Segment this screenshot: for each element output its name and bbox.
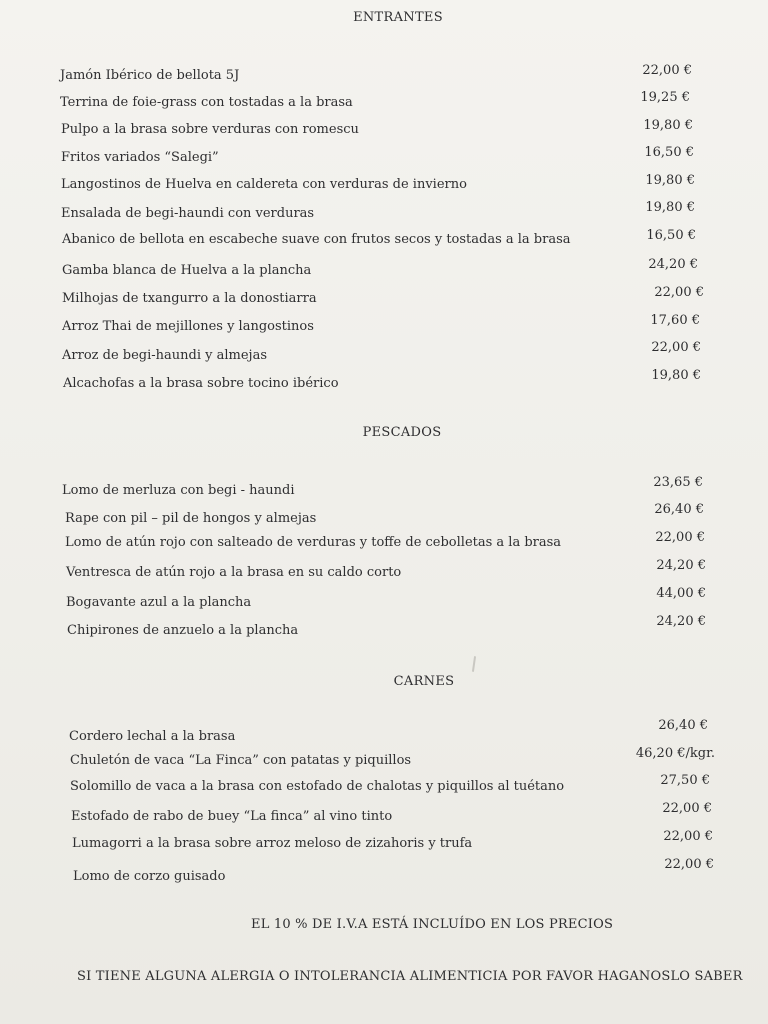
menu-item-price: 19,80 € <box>643 118 693 133</box>
menu-item-name: Jamón Ibérico de bellota 5J <box>60 68 240 83</box>
menu-item-name: Chipirones de anzuelo a la plancha <box>67 623 299 638</box>
menu-item-name: Ensalada de begi-haundi con verduras <box>61 206 315 221</box>
menu-item-price: 19,80 € <box>645 200 695 215</box>
menu-item-name: Gamba blanca de Huelva a la plancha <box>62 263 312 278</box>
menu-item-name: Solomillo de vaca a la brasa con estofado de chalotas y piquillos al tuétano <box>70 779 565 794</box>
menu-item-name: Langostinos de Huelva en caldereta con verduras de invierno <box>61 177 467 192</box>
menu-item-price: 22,00 € <box>654 285 704 300</box>
menu-item-price: 22,00 € <box>651 340 701 355</box>
menu-item-name: Lomo de merluza con begi - haundi <box>62 483 295 498</box>
iva-note: EL 10 % DE I.V.A ESTÁ INCLUÍDO EN LOS PRECIOS <box>251 917 614 932</box>
menu-item-price: 19,25 € <box>640 90 690 105</box>
menu-item-name: Abanico de bellota en escabeche suave con frutos secos y tostadas a la brasa <box>62 232 571 247</box>
menu-item-price: 16,50 € <box>644 145 694 160</box>
menu-item-price: 22,00 € <box>662 801 712 816</box>
menu-item-price: 22,00 € <box>663 829 713 844</box>
allergy-note: SI TIENE ALGUNA ALERGIA O INTOLERANCIA ALIMENTICIA POR FAVOR HAGANOSLO SABER <box>77 969 743 984</box>
menu-item-name: Lomo de corzo guisado <box>73 869 226 884</box>
menu-item-price: 23,65 € <box>653 475 703 490</box>
menu-item-price: 24,20 € <box>656 558 706 573</box>
menu-item-price: 27,50 € <box>660 773 710 788</box>
section-title-pescados: PESCADOS <box>362 425 442 440</box>
section-title-carnes: CARNES <box>393 674 455 689</box>
menu-item-name: Alcachofas a la brasa sobre tocino ibérico <box>63 376 339 391</box>
menu-item-price: 26,40 € <box>654 502 704 517</box>
menu-item-name: Estofado de rabo de buey “La finca” al vino tinto <box>71 809 393 824</box>
menu-item-price: 19,80 € <box>651 368 701 383</box>
menu-item-name: Rape con pil – pil de hongos y almejas <box>65 511 317 526</box>
menu-item-price: 24,20 € <box>648 257 698 272</box>
paper-mark <box>472 656 476 672</box>
menu-item-price: 17,60 € <box>650 313 700 328</box>
menu-item-name: Ventresca de atún rojo a la brasa en su caldo corto <box>66 565 402 580</box>
menu-item-name: Lumagorri a la brasa sobre arroz meloso de zizahoris y trufa <box>72 836 473 851</box>
menu-item-price: 22,00 € <box>642 63 692 78</box>
menu-item-name: Fritos variados “Salegi” <box>61 150 219 165</box>
menu-item-price: 16,50 € <box>646 228 696 243</box>
section-title-entrantes: ENTRANTES <box>353 10 443 25</box>
menu-item-price: 22,00 € <box>664 857 714 872</box>
menu-item-name: Lomo de atún rojo con salteado de verduras y toffe de cebolletas a la brasa <box>65 535 562 550</box>
menu-item-name: Milhojas de txangurro a la donostiarra <box>62 291 317 306</box>
menu-item-price: 44,00 € <box>656 586 706 601</box>
menu-item-name: Pulpo a la brasa sobre verduras con romescu <box>61 122 359 137</box>
menu-item-name: Terrina de foie-grass con tostadas a la brasa <box>60 95 353 110</box>
menu-item-name: Arroz Thai de mejillones y langostinos <box>62 319 314 334</box>
menu-item-name: Bogavante azul a la plancha <box>66 595 252 610</box>
menu-item-name: Cordero lechal a la brasa <box>69 729 236 744</box>
menu-item-price: 22,00 € <box>655 530 705 545</box>
menu-item-name: Arroz de begi-haundi y almejas <box>62 348 267 363</box>
menu-item-price: 19,80 € <box>645 173 695 188</box>
menu-item-name: Chuletón de vaca “La Finca” con patatas y piquillos <box>70 753 412 768</box>
menu-item-price: 24,20 € <box>656 614 706 629</box>
menu-item-price: 46,20 €/kgr. <box>635 746 715 761</box>
menu-item-price: 26,40 € <box>658 718 708 733</box>
